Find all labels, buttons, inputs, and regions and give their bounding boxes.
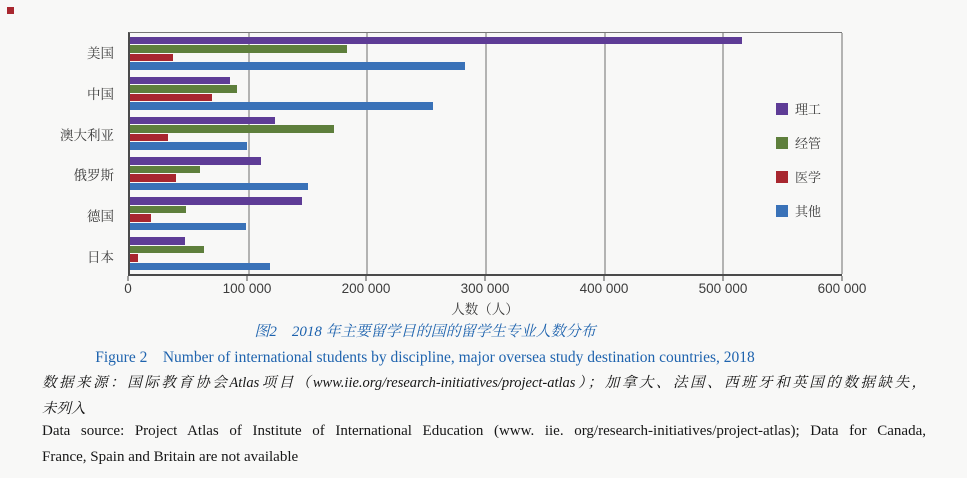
bar — [130, 206, 186, 214]
bar — [130, 54, 173, 62]
category-label: 德国 — [87, 208, 114, 224]
bar — [130, 214, 151, 222]
legend-swatch — [776, 137, 788, 149]
bar — [130, 85, 237, 93]
category-label: 日本 — [87, 249, 114, 265]
figure-caption-english: Figure 2 Number of international students by discipline, major oversea study destination countries, 2018 — [95, 349, 755, 366]
bar — [130, 117, 275, 125]
bar-group — [130, 33, 842, 73]
x-tick-label: 200 000 — [341, 281, 391, 296]
bar — [130, 102, 433, 110]
bar — [130, 197, 302, 205]
x-tick-label: 300 000 — [460, 281, 510, 296]
bar — [130, 62, 465, 70]
data-source-english-line2: France, Spain and Britain are not available — [42, 449, 299, 465]
data-source-english-line1: Data source: Project Atlas of Institute of International Education (www. iie. org/research-initiatives/project-atlas); Data for Canada, — [42, 423, 926, 439]
bar — [130, 166, 200, 174]
legend-swatch — [776, 103, 788, 115]
y-axis-labels — [0, 32, 120, 276]
x-tick-label: 0 — [124, 281, 132, 296]
x-tick-label: 500 000 — [698, 281, 748, 296]
bar — [130, 254, 138, 262]
bar — [130, 77, 230, 85]
bar — [130, 157, 261, 165]
data-source-chinese-line2: 未列入 — [42, 401, 86, 417]
legend-label: 经管 — [795, 136, 822, 151]
bar — [130, 223, 246, 231]
bar — [130, 94, 212, 102]
legend-label: 其他 — [795, 204, 822, 219]
bar-group — [130, 113, 842, 153]
legend-item — [776, 133, 821, 152]
legend-swatch — [776, 205, 788, 217]
x-axis-title: 人数（人） — [451, 302, 519, 317]
legend-item — [776, 167, 821, 186]
bar — [130, 45, 347, 53]
category-label: 中国 — [87, 86, 114, 102]
x-tick-label: 400 000 — [579, 281, 629, 296]
x-axis-tick-labels — [124, 281, 867, 297]
bar — [130, 237, 185, 245]
bar-group — [130, 154, 842, 194]
bar-group — [130, 234, 842, 274]
category-label: 俄罗斯 — [73, 168, 114, 184]
category-label: 澳大利亚 — [60, 127, 114, 143]
category-label: 美国 — [87, 46, 114, 62]
plot-area — [128, 32, 842, 276]
figure-caption-chinese: 图2 2018 年主要留学目的国的留学生专业人数分布 — [254, 324, 596, 340]
bar — [130, 37, 742, 45]
bar — [130, 134, 168, 142]
legend-item — [776, 201, 821, 220]
bar — [130, 246, 204, 254]
page-marker — [7, 7, 14, 14]
bar — [130, 174, 176, 182]
legend — [776, 99, 821, 220]
bar — [130, 263, 270, 271]
legend-item — [776, 99, 821, 118]
bar — [130, 125, 334, 133]
legend-swatch — [776, 171, 788, 183]
x-tick-label: 600 000 — [817, 281, 867, 296]
bar-group — [130, 73, 842, 113]
bar — [130, 142, 247, 150]
legend-label: 理工 — [795, 102, 822, 117]
data-source-chinese-line1: 数据来源：国际教育协会Atlas项目（www.iie.org/research-initiatives/project-atlas）；加拿大、法国、西班牙和英国的数据缺失， — [42, 375, 926, 391]
x-tick-label: 100 000 — [222, 281, 272, 296]
legend-label: 医学 — [795, 170, 822, 185]
bar-group — [130, 194, 842, 234]
bar — [130, 183, 308, 191]
